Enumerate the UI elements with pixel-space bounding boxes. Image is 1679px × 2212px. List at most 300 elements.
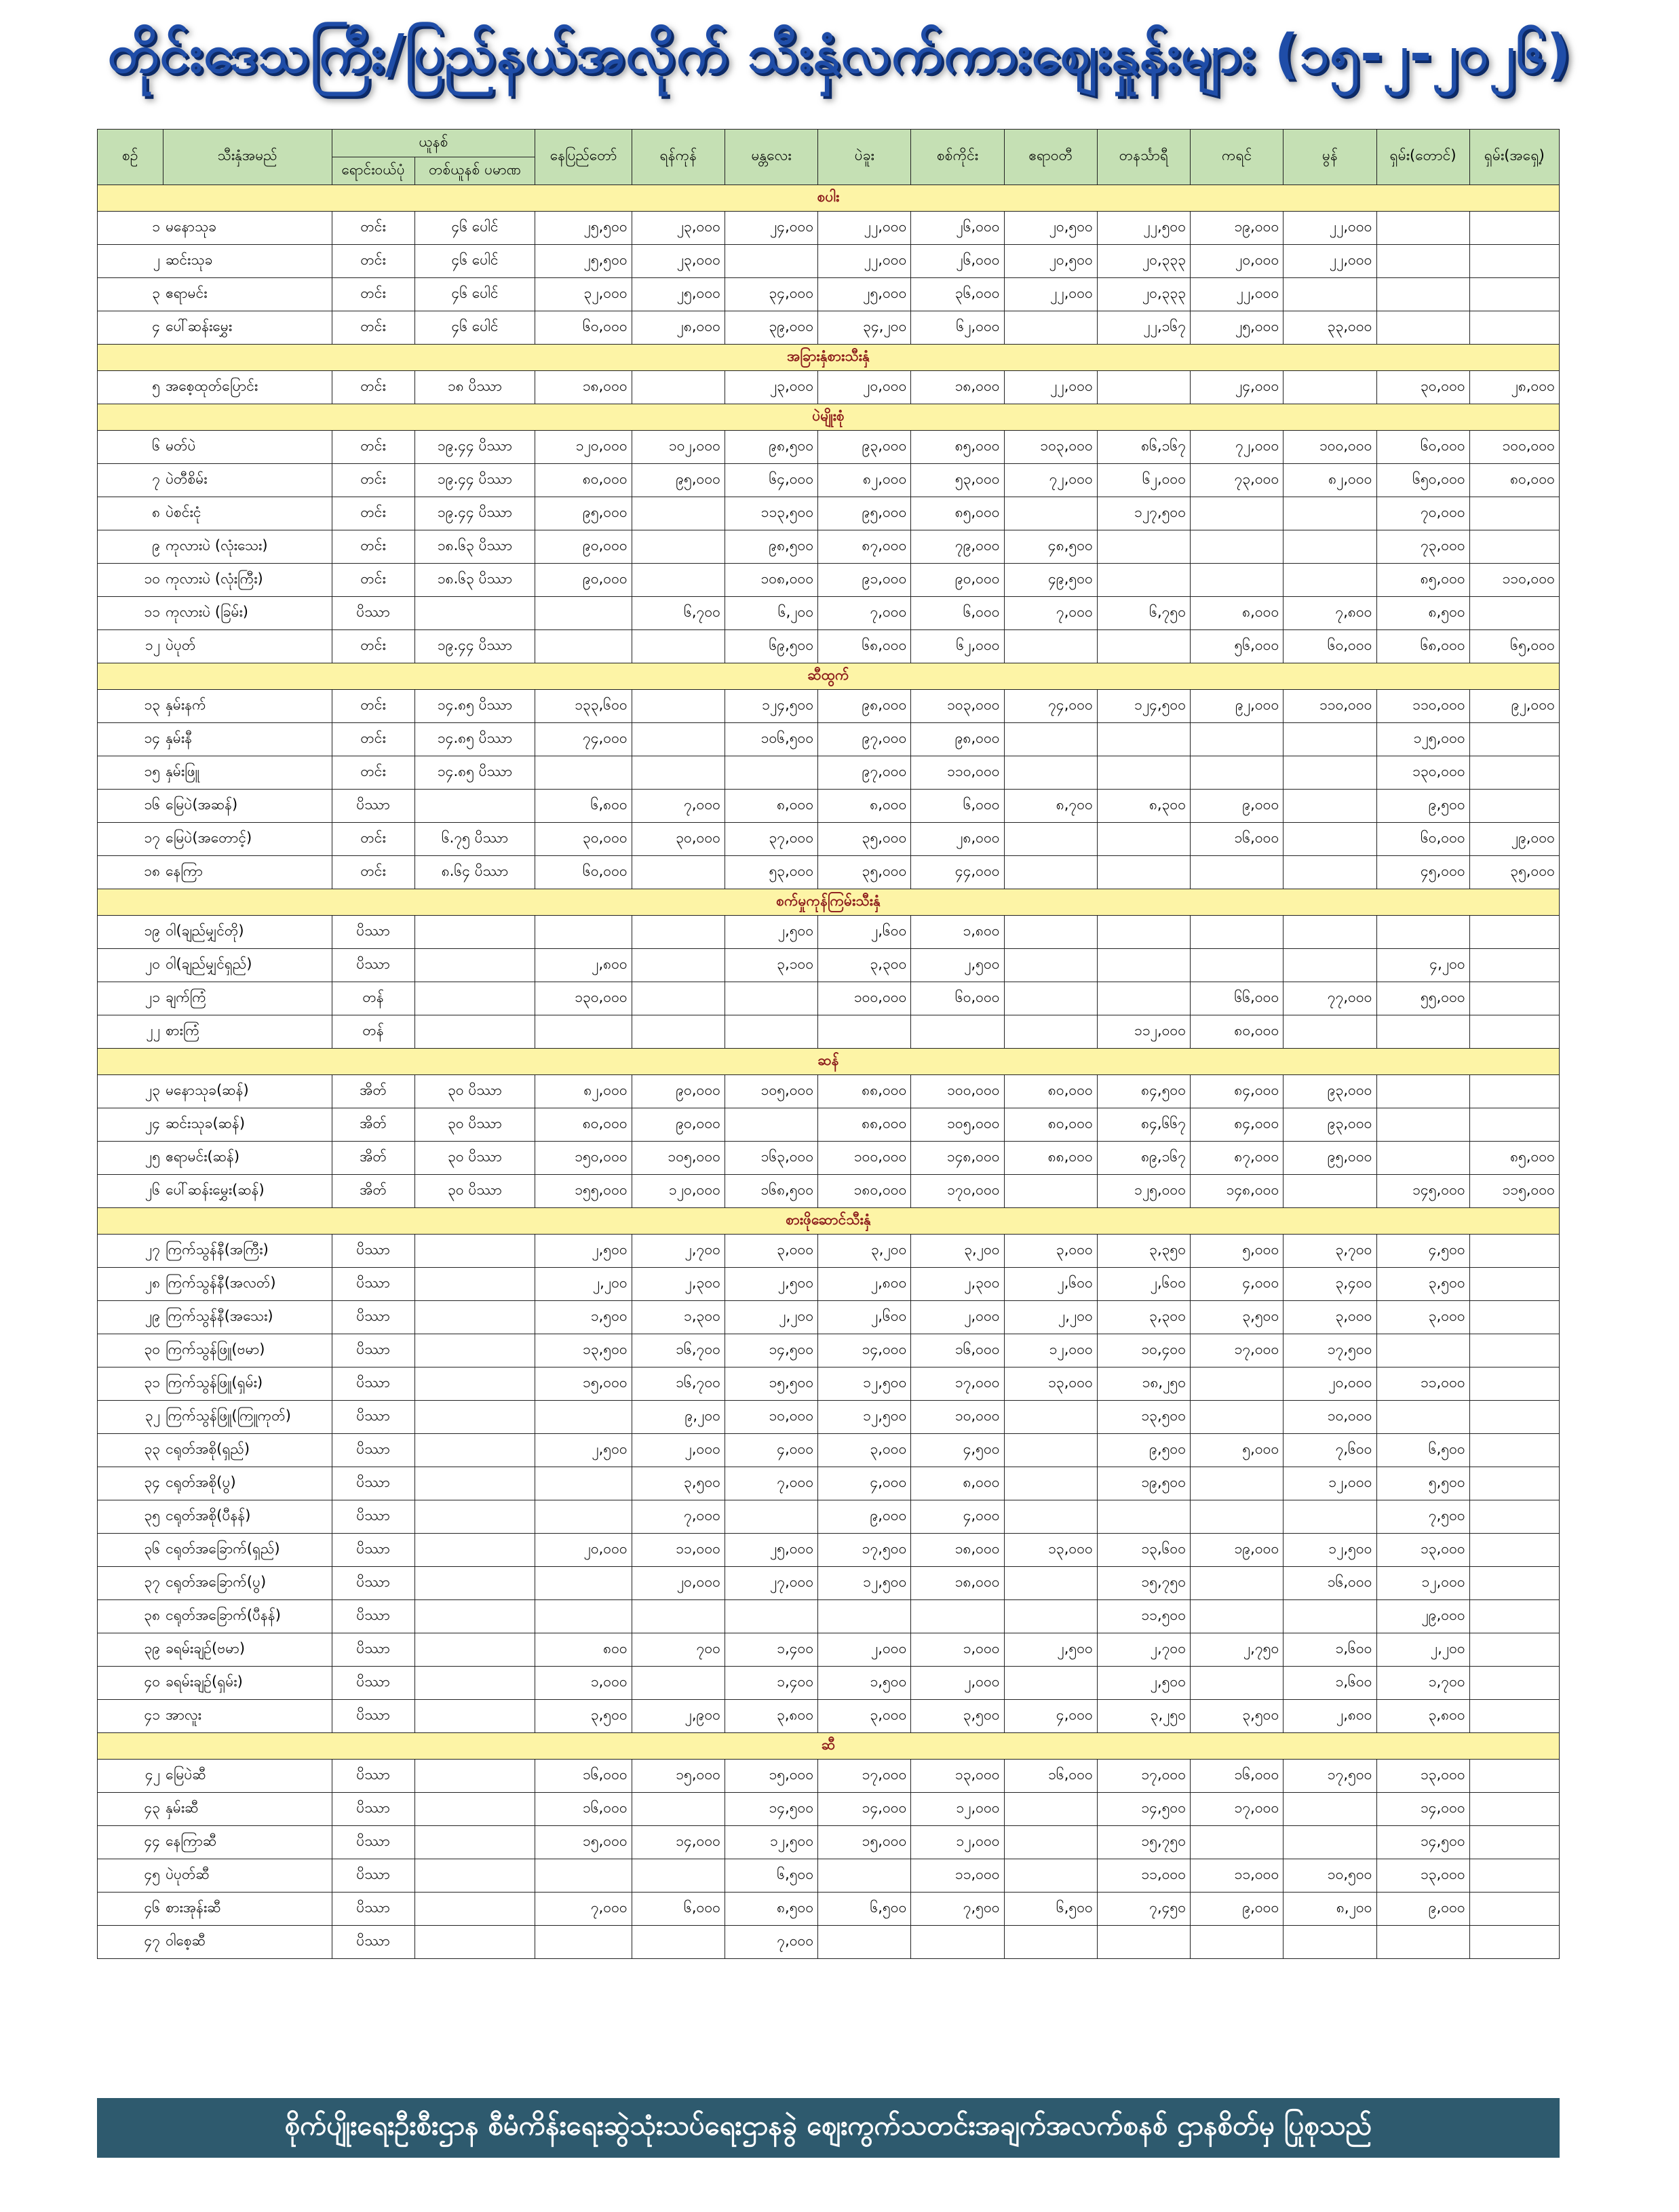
price-cell: ၉၁,၀၀၀: [818, 564, 911, 597]
price-cell: ၃၄,၀၀၀: [725, 278, 817, 311]
price-cell: [1097, 823, 1190, 856]
price-cell: ၁၂,၀၀၀: [911, 1793, 1004, 1826]
table-row: [98, 1500, 1560, 1534]
pack-cell: ၃၀ ပိဿာ: [414, 1108, 535, 1142]
pack-cell: ၁၉.၄၄ ပိဿာ: [414, 630, 535, 663]
table-row: [98, 1826, 1560, 1859]
price-cell: ၆၂,၀၀၀: [1097, 464, 1190, 497]
price-cell: ၉၈,၀၀၀: [818, 690, 911, 723]
price-cell: ၅,၀၀၀: [1191, 1235, 1284, 1268]
price-cell: ၇၉,၀၀၀: [911, 530, 1004, 564]
header-no: စဉ်: [98, 130, 163, 185]
price-cell: [725, 982, 817, 1015]
price-cell: [632, 564, 725, 597]
unit-cell: တင်း: [332, 630, 414, 663]
price-cell: ၃,၅၀၀: [535, 1700, 632, 1733]
header-market: တနင်္သာရီ: [1097, 130, 1190, 185]
page-title: တိုင်းဒေသကြီး/ပြည်နယ်အလိုက် သီးနှံလက်ကားဈေးနှုန်းများ (၁၅-၂-၂၀၂၆): [107, 24, 1572, 85]
price-cell: ၁၀,၀၀၀: [1284, 1401, 1376, 1434]
unit-cell: တန်: [332, 982, 414, 1015]
unit-cell: ပိဿာ: [332, 1401, 414, 1434]
price-cell: ၁၅၀,၀၀၀: [535, 1142, 632, 1175]
row-number: ၅: [98, 371, 163, 404]
price-cell: [1469, 1500, 1559, 1534]
price-cell: ၁၀၅,၀၀၀: [725, 1075, 817, 1108]
price-cell: ၂,၂၀၀: [1004, 1301, 1097, 1334]
price-cell: ၁၇,၀၀၀: [1097, 1760, 1190, 1793]
price-cell: ၅၃,၀၀၀: [725, 856, 817, 889]
price-cell: [632, 690, 725, 723]
price-cell: ၁၃,၅၀၀: [1097, 1401, 1190, 1434]
crop-name: ဆင်းသုခ: [163, 245, 332, 278]
price-cell: ၄၅,၀၀၀: [1376, 856, 1469, 889]
price-cell: ၉၃,၀၀၀: [818, 431, 911, 464]
price-cell: ၆၅၀,၀၀၀: [1376, 464, 1469, 497]
price-cell: ၁၁၀,၀၀၀: [1376, 690, 1469, 723]
price-cell: ၁၂၀,၀၀၀: [632, 1175, 725, 1208]
price-cell: [1004, 1826, 1097, 1859]
price-cell: [1376, 1401, 1469, 1434]
price-cell: ၁၄,၅၀၀: [725, 1793, 817, 1826]
price-cell: [1284, 723, 1376, 756]
price-cell: ၁၀,၅၀၀: [1284, 1859, 1376, 1893]
unit-cell: တင်း: [332, 856, 414, 889]
price-cell: ၈၂,၀၀၀: [1284, 464, 1376, 497]
price-cell: ၂,၂၀၀: [725, 1301, 817, 1334]
price-cell: ၂၂,၀၀၀: [818, 212, 911, 245]
row-number: ၆: [98, 431, 163, 464]
price-cell: ၃,၀၀၀: [1376, 1301, 1469, 1334]
price-cell: [1004, 1793, 1097, 1826]
price-cell: [818, 1600, 911, 1633]
section-title: ပဲမျိုးစုံ: [98, 404, 1560, 431]
row-number: ၂၁: [98, 982, 163, 1015]
price-cell: ၁၄,၀၀၀: [1376, 1793, 1469, 1826]
price-cell: [1284, 916, 1376, 949]
price-cell: [1004, 311, 1097, 345]
price-cell: ၆,၇၀၀: [632, 597, 725, 630]
price-cell: ၇,၆၀၀: [1284, 1434, 1376, 1467]
price-cell: ၃၄,၂၀၀: [818, 311, 911, 345]
price-cell: [1284, 1793, 1376, 1826]
row-number: ၄: [98, 311, 163, 345]
row-number: ၃၄: [98, 1467, 163, 1500]
table-row: [98, 1108, 1560, 1142]
price-cell: ၁၇,၅၀၀: [1284, 1334, 1376, 1367]
price-cell: ၁,၈၀၀: [911, 916, 1004, 949]
row-number: ၄၃: [98, 1793, 163, 1826]
header-market: ရှမ်း(တောင်): [1376, 130, 1469, 185]
price-cell: [1004, 1175, 1097, 1208]
price-cell: ၁၀၅,၀၀၀: [632, 1142, 725, 1175]
price-cell: ၆,၅၀၀: [818, 1893, 911, 1926]
pack-cell: ၆.၇၅ ပိဿာ: [414, 823, 535, 856]
price-cell: [1191, 756, 1284, 790]
price-cell: [1284, 823, 1376, 856]
price-cell: ၄,၀၀၀: [1191, 1268, 1284, 1301]
price-cell: ၂၀,၀၀၀: [818, 371, 911, 404]
row-number: ၁၁: [98, 597, 163, 630]
price-cell: [1097, 371, 1190, 404]
price-cell: ၁၄,၀၀၀: [632, 1826, 725, 1859]
price-cell: [1004, 1567, 1097, 1600]
price-cell: ၁၉,၀၀၀: [1191, 212, 1284, 245]
crop-name: ငရုတ်အစို(ရှည်): [163, 1434, 332, 1467]
price-cell: ၁၉,၀၀၀: [1191, 1534, 1284, 1567]
table-row: [98, 790, 1560, 823]
price-cell: [535, 1600, 632, 1633]
price-cell: ၁၅,၀၀၀: [818, 1826, 911, 1859]
crop-name: ဝါ(ချည်မျှင်တို): [163, 916, 332, 949]
header-market: မန္တလေး: [725, 130, 817, 185]
price-cell: [1004, 1434, 1097, 1467]
price-cell: ၁၂၇,၅၀၀: [1097, 497, 1190, 530]
price-cell: ၂၂,၀၀၀: [1004, 278, 1097, 311]
price-cell: ၂၂,၅၀၀: [1097, 212, 1190, 245]
price-cell: ၃,၀၀၀: [725, 1235, 817, 1268]
price-cell: [1004, 1401, 1097, 1434]
price-cell: [911, 1015, 1004, 1049]
price-cell: [1376, 1142, 1469, 1175]
price-cell: ၇၀,၀၀၀: [1376, 497, 1469, 530]
price-cell: ၉,၅၀၀: [1376, 790, 1469, 823]
price-cell: [1469, 1926, 1559, 1959]
table-row: [98, 1534, 1560, 1567]
price-cell: [1097, 856, 1190, 889]
table-row: [98, 1467, 1560, 1500]
price-cell: ၈၀,၀၀၀: [1004, 1108, 1097, 1142]
crop-name: ဝါ(ချည်မျှင်ရှည်): [163, 949, 332, 982]
price-cell: ၈၄,၅၀၀: [1097, 1075, 1190, 1108]
price-cell: ၁၃၃,၆၀၀: [535, 690, 632, 723]
pack-cell: [414, 1235, 535, 1268]
price-cell: [632, 530, 725, 564]
price-cell: [1191, 1826, 1284, 1859]
price-cell: [1469, 1015, 1559, 1049]
price-cell: ၇,၅၀၀: [911, 1893, 1004, 1926]
unit-cell: ပိဿာ: [332, 1534, 414, 1567]
price-cell: ၁၀၅,၀၀၀: [911, 1108, 1004, 1142]
price-cell: ၃၅,၀၀၀: [1469, 856, 1559, 889]
price-cell: ၈၂,၀၀၀: [535, 1075, 632, 1108]
price-cell: ၉၃,၀၀၀: [1284, 1075, 1376, 1108]
price-cell: ၃၀,၀၀၀: [535, 823, 632, 856]
table-row: [98, 464, 1560, 497]
price-cell: ၈၇,၀၀၀: [1191, 1142, 1284, 1175]
price-cell: [1004, 1600, 1097, 1633]
price-cell: [1469, 1826, 1559, 1859]
row-number: ၄၇: [98, 1926, 163, 1959]
price-cell: [1004, 823, 1097, 856]
price-cell: ၉၀,၀၀၀: [535, 530, 632, 564]
unit-cell: ပိဿာ: [332, 1859, 414, 1893]
price-cell: ၆,၅၀၀: [1004, 1893, 1097, 1926]
price-cell: ၁,၅၀၀: [535, 1301, 632, 1334]
section-header-row: [98, 663, 1560, 690]
price-cell: ၉,၂၀၀: [632, 1401, 725, 1434]
price-cell: ၄,၅၀၀: [1376, 1235, 1469, 1268]
price-cell: ၈၆,၁၆၇: [1097, 431, 1190, 464]
table-row: [98, 311, 1560, 345]
header-market: ရှမ်း(အရှေ့): [1469, 130, 1559, 185]
unit-cell: တင်း: [332, 690, 414, 723]
price-cell: ၁၈,၀၀၀: [911, 371, 1004, 404]
price-cell: [1469, 1235, 1559, 1268]
price-cell: ၁၁,၀၀၀: [1097, 1859, 1190, 1893]
price-cell: [1469, 916, 1559, 949]
unit-cell: ပိဿာ: [332, 916, 414, 949]
price-cell: [1004, 1926, 1097, 1959]
unit-cell: ပိဿာ: [332, 1926, 414, 1959]
price-cell: [1191, 497, 1284, 530]
price-cell: ၁၃,၀၀၀: [911, 1760, 1004, 1793]
price-cell: ၂,၅၀၀: [911, 949, 1004, 982]
price-cell: [1469, 1108, 1559, 1142]
row-number: ၃: [98, 278, 163, 311]
section-title: စားဖိုဆောင်သီးနှံ: [98, 1208, 1560, 1235]
table-row: [98, 1700, 1560, 1733]
pack-cell: [414, 982, 535, 1015]
price-cell: ၂၃,၀၀၀: [725, 371, 817, 404]
price-cell: ၁၀၈,၀၀၀: [725, 564, 817, 597]
price-cell: ၉၂,၀၀၀: [1469, 690, 1559, 723]
price-cell: ၁၂၅,၀၀၀: [1097, 1175, 1190, 1208]
price-cell: [818, 1926, 911, 1959]
row-number: ၃၅: [98, 1500, 163, 1534]
row-number: ၁၉: [98, 916, 163, 949]
pack-cell: [414, 1401, 535, 1434]
row-number: ၁၂: [98, 630, 163, 663]
price-cell: ၈,၇၀၀: [1004, 790, 1097, 823]
crop-name: ဧရာမင်း(ဆန်): [163, 1142, 332, 1175]
pack-cell: [414, 1633, 535, 1667]
table-row: [98, 278, 1560, 311]
price-cell: [1284, 856, 1376, 889]
unit-cell: တင်း: [332, 497, 414, 530]
price-cell: ၁၆,၀၀၀: [535, 1760, 632, 1793]
row-number: ၄၅: [98, 1859, 163, 1893]
unit-cell: ပိဿာ: [332, 1826, 414, 1859]
unit-cell: ပိဿာ: [332, 1893, 414, 1926]
unit-cell: အိတ်: [332, 1075, 414, 1108]
unit-cell: ပိဿာ: [332, 1667, 414, 1700]
price-cell: ၅၅,၀၀၀: [1376, 982, 1469, 1015]
price-cell: ၄,၅၀၀: [911, 1434, 1004, 1467]
price-cell: [1469, 1893, 1559, 1926]
footer-banner: စိုက်ပျိုးရေးဦးစီးဌာန စီမံကိန်းရေးဆွဲသုံးသပ်ရေးဌာနခွဲ ဈေးကွက်သတင်းအချက်အလက်စနစ် ဌာနစိတ်မှ ပြုစုသည်: [97, 2098, 1560, 2158]
price-cell: [1284, 756, 1376, 790]
crop-name: နေကြာ: [163, 856, 332, 889]
price-cell: [535, 630, 632, 663]
crop-name: ပဲပုတ်: [163, 630, 332, 663]
price-cell: ၁၅,၀၀၀: [535, 1367, 632, 1401]
price-cell: ၃၆,၀၀၀: [911, 278, 1004, 311]
row-number: ၁၅: [98, 756, 163, 790]
table-row: [98, 756, 1560, 790]
row-number: ၂၀: [98, 949, 163, 982]
crop-name: အာလူး: [163, 1700, 332, 1733]
price-cell: ၂၇,၀၀၀: [725, 1567, 817, 1600]
price-cell: [632, 723, 725, 756]
header-unit-group: ယူနစ်: [332, 130, 535, 157]
unit-cell: တင်း: [332, 464, 414, 497]
price-cell: ၈၀,၀၀၀: [1469, 464, 1559, 497]
crop-name: စားအုန်းဆီ: [163, 1893, 332, 1926]
price-cell: ၁၀၀,၀၀၀: [1284, 431, 1376, 464]
price-cell: ၂၅,၀၀၀: [725, 1534, 817, 1567]
price-cell: [1191, 1401, 1284, 1434]
crop-name: မတ်ပဲ: [163, 431, 332, 464]
price-cell: [1191, 1500, 1284, 1534]
row-number: ၁၈: [98, 856, 163, 889]
price-cell: ၅,၀၀၀: [1191, 1434, 1284, 1467]
price-cell: ၄၄,၀၀၀: [911, 856, 1004, 889]
price-cell: [1097, 1926, 1190, 1959]
price-cell: ၇၀၀: [632, 1633, 725, 1667]
row-number: ၈: [98, 497, 163, 530]
unit-cell: ပိဿာ: [332, 1301, 414, 1334]
price-cell: [1376, 916, 1469, 949]
price-cell: [1469, 1534, 1559, 1567]
price-cell: ၉,၀၀၀: [1191, 1893, 1284, 1926]
price-cell: [1469, 597, 1559, 630]
price-cell: ၂,၆၀၀: [1097, 1268, 1190, 1301]
price-cell: ၂,၈၀၀: [818, 1268, 911, 1301]
price-cell: [1191, 1467, 1284, 1500]
table-row: [98, 823, 1560, 856]
price-cell: ၄,၂၀၀: [1376, 949, 1469, 982]
unit-cell: ပိဿာ: [332, 1367, 414, 1401]
price-cell: ၁၂၀,၀၀၀: [535, 431, 632, 464]
price-cell: ၁၆,၀၀၀: [1004, 1760, 1097, 1793]
price-cell: ၂,၃၀၀: [911, 1268, 1004, 1301]
unit-cell: တင်း: [332, 564, 414, 597]
price-cell: ၂၂,၀၀၀: [818, 245, 911, 278]
price-cell: [632, 1015, 725, 1049]
price-cell: ၆၀,၀၀၀: [535, 311, 632, 345]
price-cell: ၁၃,၀၀၀: [1004, 1367, 1097, 1401]
price-cell: [1469, 245, 1559, 278]
price-cell: ၈၈,၀၀၀: [1004, 1142, 1097, 1175]
header-market: မွန်: [1284, 130, 1376, 185]
price-cell: ၉၅,၀၀၀: [535, 497, 632, 530]
price-cell: [911, 1600, 1004, 1633]
table-row: [98, 564, 1560, 597]
table-row: [98, 949, 1560, 982]
price-cell: ၁,၃၀၀: [632, 1301, 725, 1334]
price-cell: ၃,၃၅၀: [1097, 1235, 1190, 1268]
price-cell: ၂၄,၀၀၀: [725, 212, 817, 245]
price-cell: ၁၀၀,၀၀၀: [818, 1142, 911, 1175]
table-row: [98, 212, 1560, 245]
price-cell: [1469, 1600, 1559, 1633]
row-number: ၂၃: [98, 1075, 163, 1108]
price-cell: ၁၁၀,၀၀၀: [1469, 564, 1559, 597]
pack-cell: ၃၀ ပိဿာ: [414, 1142, 535, 1175]
price-cell: ၈၇,၀၀၀: [818, 530, 911, 564]
price-cell: [1191, 1567, 1284, 1600]
price-cell: ၁၇,၀၀၀: [1191, 1793, 1284, 1826]
row-number: ၂၂: [98, 1015, 163, 1049]
price-cell: [632, 1793, 725, 1826]
price-cell: ၂၉,၀၀၀: [1469, 823, 1559, 856]
price-cell: ၈,၃၀၀: [1097, 790, 1190, 823]
price-cell: [632, 371, 725, 404]
price-cell: [1004, 1859, 1097, 1893]
price-cell: ၈,၅၀၀: [725, 1893, 817, 1926]
crop-name: ငရုတ်အခြောက်(ရှည်): [163, 1534, 332, 1567]
row-number: ၃၀: [98, 1334, 163, 1367]
price-cell: ၁၃,၀၀၀: [1376, 1534, 1469, 1567]
row-number: ၄၁: [98, 1700, 163, 1733]
price-cell: ၉,၀၀၀: [1376, 1893, 1469, 1926]
price-cell: [1191, 1926, 1284, 1959]
price-cell: [1191, 949, 1284, 982]
price-cell: ၁,၄၀၀: [725, 1667, 817, 1700]
price-cell: [1284, 371, 1376, 404]
price-cell: [632, 497, 725, 530]
price-cell: ၉၀,၀၀၀: [911, 564, 1004, 597]
unit-cell: အိတ်: [332, 1142, 414, 1175]
price-cell: ၁၅၅,၀၀၀: [535, 1175, 632, 1208]
price-cell: ၁၂,၀၀၀: [1284, 1467, 1376, 1500]
price-cell: ၃၉,၀၀၀: [725, 311, 817, 345]
price-cell: [1097, 1500, 1190, 1534]
price-cell: [1469, 311, 1559, 345]
header-market: ရန်ကုန်: [632, 130, 725, 185]
price-cell: ၂၂,၀၀၀: [1284, 212, 1376, 245]
price-cell: [1376, 1015, 1469, 1049]
price-cell: ၂၈,၀၀၀: [911, 823, 1004, 856]
price-cell: [1004, 1467, 1097, 1500]
price-cell: [1469, 1075, 1559, 1108]
price-cell: ၁၈,၀၀၀: [535, 371, 632, 404]
row-number: ၂၅: [98, 1142, 163, 1175]
price-cell: [1284, 564, 1376, 597]
price-cell: [535, 1467, 632, 1500]
price-cell: ၄,၀၀၀: [1004, 1700, 1097, 1733]
pack-cell: ၁၄.၈၅ ပိဿာ: [414, 756, 535, 790]
table-row: [98, 1175, 1560, 1208]
price-cell: ၅၃,၀၀၀: [911, 464, 1004, 497]
crop-name: နှမ်းဆီ: [163, 1793, 332, 1826]
table-row: [98, 1334, 1560, 1367]
price-cell: ၃,၀၀၀: [1284, 1301, 1376, 1334]
unit-cell: တင်း: [332, 823, 414, 856]
price-cell: ၉၅,၀၀၀: [632, 464, 725, 497]
table-row: [98, 982, 1560, 1015]
unit-cell: တင်း: [332, 530, 414, 564]
price-cell: ၇၄,၀၀၀: [1004, 690, 1097, 723]
price-cell: [1191, 530, 1284, 564]
price-cell: ၃၅,၀၀၀: [818, 856, 911, 889]
price-cell: ၁၇၀,၀၀၀: [911, 1175, 1004, 1208]
row-number: ၃၉: [98, 1633, 163, 1667]
table-row: [98, 690, 1560, 723]
table-row: [98, 1268, 1560, 1301]
price-cell: [1284, 1926, 1376, 1959]
crop-name: ပေါ်ဆန်းမွှေး(ဆန်): [163, 1175, 332, 1208]
crop-name: ငရုတ်အစို(ပွ): [163, 1467, 332, 1500]
crop-name: နေကြာဆီ: [163, 1826, 332, 1859]
price-table: [97, 129, 1560, 1959]
price-cell: ၂,၀၀၀: [632, 1434, 725, 1467]
unit-cell: ပိဿာ: [332, 790, 414, 823]
pack-cell: [414, 1301, 535, 1334]
price-cell: ၃၅,၀၀၀: [818, 823, 911, 856]
crop-name: ချက်ကြံ: [163, 982, 332, 1015]
price-cell: ၈,၀၀၀: [911, 1467, 1004, 1500]
